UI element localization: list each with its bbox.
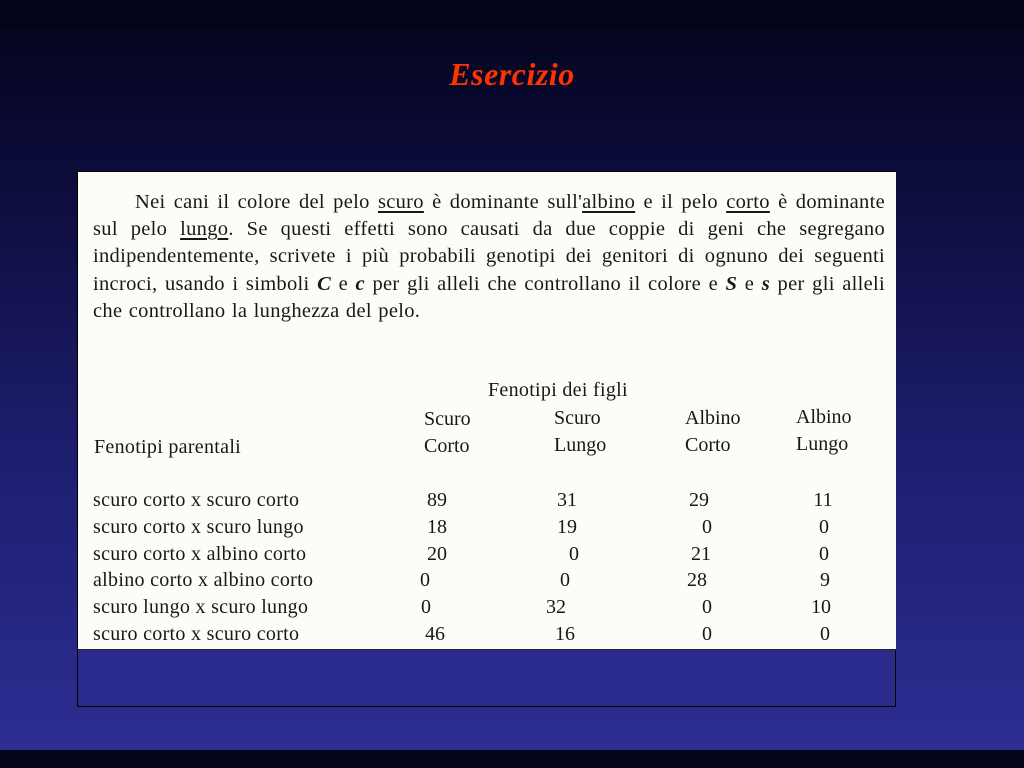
value-albino-corto: 28 — [687, 569, 707, 591]
value-albino-corto: 0 — [702, 623, 712, 645]
table-row — [93, 543, 883, 570]
table-row — [93, 596, 883, 623]
symbol-s: s — [761, 272, 770, 295]
value-albino-lungo: 0 — [819, 516, 829, 538]
term-lungo: lungo — [180, 218, 229, 241]
cross-label: scuro lungo x scuro lungo — [93, 596, 309, 618]
problem-text: Nei cani il colore del pelo scuro è dominante sull'albino e il pelo corto è dominante sul pelo lungo. Se questi effetti sono causati da due coppie di geni che segregano indipendentemente, scrivete i più probabili genotipi dei genitori di ognuno dei seguenti incroci, usando i simboli C e c per gli alleli che controllano il colore e S e s per gli alleli che controllano la lunghezza del pelo. — [93, 191, 885, 322]
value-albino-corto: 0 — [702, 596, 712, 618]
slide-title: Esercizio — [449, 56, 575, 92]
value-albino-lungo: 0 — [820, 623, 830, 645]
column-header-albino-corto: Albino Corto — [685, 407, 741, 456]
term-scuro: scuro — [377, 191, 424, 213]
value-scuro-lungo: 31 — [557, 489, 577, 511]
offspring-phenotypes-header: Fenotipi dei figli — [488, 379, 628, 401]
scanned-page — [78, 172, 896, 650]
value-scuro-corto: 18 — [427, 516, 447, 538]
symbol-C: C — [317, 272, 332, 295]
value-scuro-lungo: 0 — [569, 543, 579, 565]
value-scuro-corto: 89 — [427, 489, 447, 511]
column-header-scuro-corto: Scuro Corto — [424, 408, 471, 457]
symbol-S: S — [725, 272, 738, 295]
column-header-albino-lungo: Albino Lungo — [796, 406, 852, 455]
term-corto: corto — [726, 191, 770, 213]
parental-phenotypes-header: Fenotipi parentali — [94, 436, 242, 458]
value-scuro-corto: 0 — [421, 596, 431, 618]
value-scuro-corto: 20 — [427, 543, 447, 565]
cross-label: scuro corto x scuro lungo — [93, 516, 304, 538]
value-albino-lungo: 0 — [819, 543, 829, 565]
value-scuro-corto: 46 — [425, 623, 445, 645]
value-scuro-lungo: 19 — [557, 516, 577, 538]
table-row — [93, 516, 883, 543]
column-header-scuro-lungo: Scuro Lungo — [554, 407, 607, 456]
table-row — [93, 489, 883, 516]
cross-label: scuro corto x scuro corto — [93, 623, 300, 645]
value-albino-corto: 29 — [689, 489, 709, 511]
value-albino-corto: 0 — [702, 516, 712, 538]
exercise-frame — [77, 171, 896, 707]
cross-label: scuro corto x scuro corto — [93, 489, 300, 511]
symbol-c: c — [355, 272, 365, 295]
value-albino-lungo: 10 — [811, 596, 831, 618]
value-albino-lungo: 9 — [820, 569, 830, 591]
value-scuro-lungo: 0 — [560, 569, 570, 591]
term-albino: albino — [582, 191, 636, 213]
cross-label: scuro corto x albino corto — [93, 543, 307, 565]
table-row — [93, 569, 883, 596]
value-scuro-lungo: 32 — [546, 596, 566, 618]
value-scuro-corto: 0 — [420, 569, 430, 591]
value-albino-corto: 21 — [691, 543, 711, 565]
table-row — [93, 623, 883, 650]
cross-label: albino corto x albino corto — [93, 569, 314, 591]
value-scuro-lungo: 16 — [555, 623, 575, 645]
value-albino-lungo: 11 — [813, 489, 833, 511]
